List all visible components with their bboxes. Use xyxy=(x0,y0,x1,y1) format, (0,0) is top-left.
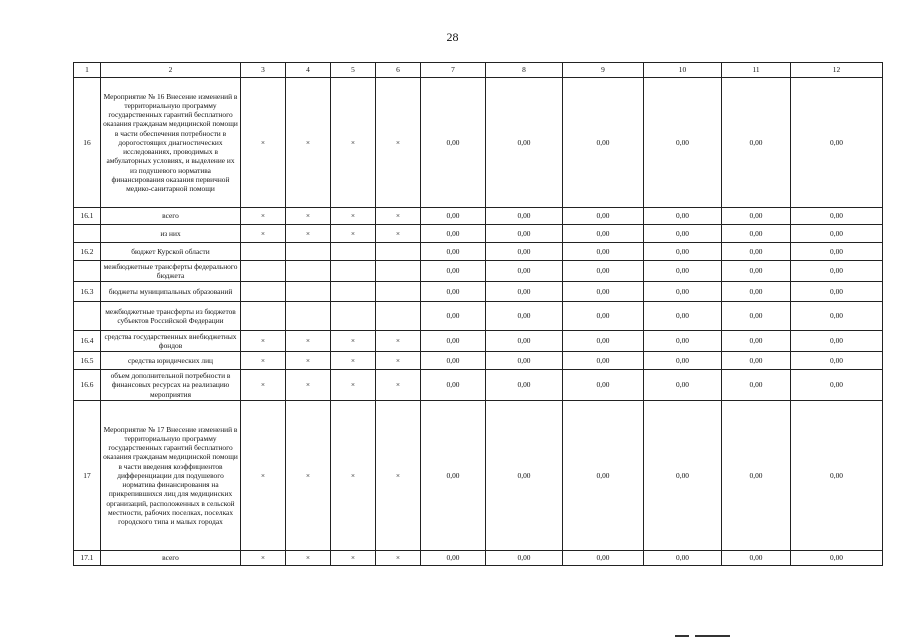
cell-marker xyxy=(331,243,376,261)
cell-value: 0,00 xyxy=(791,261,883,282)
cell-value: 0,00 xyxy=(791,208,883,225)
cell-marker xyxy=(241,261,286,282)
cell-value: 0,00 xyxy=(563,261,644,282)
row-description: всего xyxy=(101,551,241,566)
row-number: 16.1 xyxy=(74,208,101,225)
cell-marker: × xyxy=(241,78,286,208)
cell-marker: × xyxy=(376,225,421,243)
row-number: 16.2 xyxy=(74,243,101,261)
cell-marker: × xyxy=(286,331,331,352)
cell-value: 0,00 xyxy=(722,401,791,551)
cell-value: 0,00 xyxy=(644,282,722,302)
row-description: из них xyxy=(101,225,241,243)
cell-value: 0,00 xyxy=(563,208,644,225)
row-number: 17.1 xyxy=(74,551,101,566)
cell-value: 0,00 xyxy=(486,261,563,282)
cell-value: 0,00 xyxy=(722,352,791,370)
cell-value: 0,00 xyxy=(421,208,486,225)
cell-marker: × xyxy=(376,331,421,352)
cell-marker: × xyxy=(241,208,286,225)
cell-marker xyxy=(376,261,421,282)
financing-table xyxy=(73,62,883,566)
cell-marker: × xyxy=(241,551,286,566)
cell-value: 0,00 xyxy=(722,261,791,282)
row-number: 17 xyxy=(74,401,101,551)
cell-marker: × xyxy=(286,208,331,225)
cell-marker: × xyxy=(241,352,286,370)
cell-value: 0,00 xyxy=(644,370,722,401)
cell-marker: × xyxy=(241,331,286,352)
cell-value: 0,00 xyxy=(644,302,722,331)
cell-marker xyxy=(331,282,376,302)
table-row xyxy=(74,282,883,302)
cell-marker: × xyxy=(376,370,421,401)
cell-marker xyxy=(286,243,331,261)
cell-marker: × xyxy=(331,352,376,370)
cell-value: 0,00 xyxy=(644,261,722,282)
cell-value: 0,00 xyxy=(421,551,486,566)
cell-value: 0,00 xyxy=(421,78,486,208)
cell-marker: × xyxy=(331,551,376,566)
cell-value: 0,00 xyxy=(486,331,563,352)
cell-value: 0,00 xyxy=(486,302,563,331)
header-row xyxy=(74,63,883,78)
cell-value: 0,00 xyxy=(791,78,883,208)
table-row xyxy=(74,551,883,566)
row-number: 16.6 xyxy=(74,370,101,401)
cell-value: 0,00 xyxy=(563,352,644,370)
cell-marker: × xyxy=(376,352,421,370)
cell-value: 0,00 xyxy=(644,78,722,208)
cell-value: 0,00 xyxy=(486,243,563,261)
cell-marker: × xyxy=(241,225,286,243)
cell-marker xyxy=(286,261,331,282)
cell-value: 0,00 xyxy=(791,282,883,302)
column-header: 1 xyxy=(74,63,101,78)
cell-value: 0,00 xyxy=(791,331,883,352)
cell-value: 0,00 xyxy=(421,370,486,401)
row-description: средства государственных внебюджетных фондов xyxy=(101,331,241,352)
cell-marker: × xyxy=(331,370,376,401)
cell-value: 0,00 xyxy=(421,243,486,261)
cell-value: 0,00 xyxy=(486,282,563,302)
cell-marker: × xyxy=(286,401,331,551)
column-header: 12 xyxy=(791,63,883,78)
cell-marker: × xyxy=(331,225,376,243)
cell-marker: × xyxy=(376,551,421,566)
table-row xyxy=(74,370,883,401)
cell-value: 0,00 xyxy=(791,302,883,331)
cell-marker: × xyxy=(376,78,421,208)
cell-value: 0,00 xyxy=(722,302,791,331)
cell-value: 0,00 xyxy=(421,225,486,243)
row-description: бюджет Курской области xyxy=(101,243,241,261)
row-description: межбюджетные трансферты федерального бюджета xyxy=(101,261,241,282)
table-row xyxy=(74,208,883,225)
column-header: 3 xyxy=(241,63,286,78)
cell-marker: × xyxy=(286,78,331,208)
row-description: объем дополнительной потребности в финансовых ресурсах на реализацию мероприятия xyxy=(101,370,241,401)
row-number xyxy=(74,225,101,243)
table-row xyxy=(74,352,883,370)
cell-value: 0,00 xyxy=(563,401,644,551)
cell-marker: × xyxy=(376,401,421,551)
row-number xyxy=(74,302,101,331)
cell-value: 0,00 xyxy=(644,352,722,370)
cell-marker: × xyxy=(241,370,286,401)
row-number: 16.3 xyxy=(74,282,101,302)
cell-marker xyxy=(331,261,376,282)
row-number: 16.5 xyxy=(74,352,101,370)
table-row xyxy=(74,401,883,551)
row-description: Мероприятие № 17 Внесение изменений в территориальную программу государственных гарантий бесплатного оказания гражданам медицинской помощи в части введения коэффициентов дифференциации для подушевого норматива финансирования на прикрепившихся лиц для медицинских организаций, расположенных в сельской местности, рабочих поселках, поселках городского типа и малых городах xyxy=(101,401,241,551)
cell-value: 0,00 xyxy=(563,302,644,331)
cell-marker xyxy=(376,282,421,302)
cell-value: 0,00 xyxy=(722,225,791,243)
column-header: 6 xyxy=(376,63,421,78)
cell-value: 0,00 xyxy=(644,401,722,551)
scan-artifact xyxy=(675,635,689,637)
cell-marker xyxy=(241,282,286,302)
row-description: средства юридических лиц xyxy=(101,352,241,370)
cell-marker: × xyxy=(331,401,376,551)
cell-marker: × xyxy=(331,331,376,352)
cell-value: 0,00 xyxy=(722,282,791,302)
cell-value: 0,00 xyxy=(722,551,791,566)
cell-marker: × xyxy=(286,370,331,401)
cell-marker: × xyxy=(286,551,331,566)
cell-value: 0,00 xyxy=(563,331,644,352)
cell-value: 0,00 xyxy=(563,243,644,261)
column-header: 8 xyxy=(486,63,563,78)
column-header: 9 xyxy=(563,63,644,78)
row-description: бюджеты муниципальных образований xyxy=(101,282,241,302)
cell-marker xyxy=(376,302,421,331)
cell-value: 0,00 xyxy=(791,401,883,551)
cell-value: 0,00 xyxy=(644,225,722,243)
table-row xyxy=(74,261,883,282)
cell-value: 0,00 xyxy=(421,331,486,352)
cell-marker: × xyxy=(331,78,376,208)
column-header: 11 xyxy=(722,63,791,78)
cell-value: 0,00 xyxy=(722,370,791,401)
cell-value: 0,00 xyxy=(791,243,883,261)
cell-marker xyxy=(376,243,421,261)
scan-artifact xyxy=(695,635,730,637)
cell-value: 0,00 xyxy=(791,352,883,370)
cell-value: 0,00 xyxy=(791,225,883,243)
cell-value: 0,00 xyxy=(563,225,644,243)
cell-marker xyxy=(241,302,286,331)
cell-value: 0,00 xyxy=(791,370,883,401)
column-header: 7 xyxy=(421,63,486,78)
column-header: 5 xyxy=(331,63,376,78)
cell-value: 0,00 xyxy=(486,352,563,370)
table-row xyxy=(74,302,883,331)
cell-value: 0,00 xyxy=(486,551,563,566)
cell-value: 0,00 xyxy=(486,78,563,208)
table-row xyxy=(74,78,883,208)
cell-value: 0,00 xyxy=(722,243,791,261)
cell-value: 0,00 xyxy=(421,302,486,331)
cell-value: 0,00 xyxy=(644,551,722,566)
row-description: межбюджетные трансферты из бюджетов субъектов Российской Федерации xyxy=(101,302,241,331)
cell-value: 0,00 xyxy=(644,331,722,352)
page-number: 28 xyxy=(446,30,459,44)
cell-value: 0,00 xyxy=(421,261,486,282)
cell-value: 0,00 xyxy=(563,78,644,208)
cell-value: 0,00 xyxy=(421,352,486,370)
cell-marker xyxy=(331,302,376,331)
cell-value: 0,00 xyxy=(722,331,791,352)
row-description: Мероприятие № 16 Внесение изменений в территориальную программу государственных гарантий бесплатного оказания гражданам медицинской помощи в части обеспечения потребности в дорогостоящих диагностических исследованиях, проводимых в амбулаторных условиях, и выделение их из подушевого норматива финансирования оказания первичной медико-санитарной помощи xyxy=(101,78,241,208)
cell-value: 0,00 xyxy=(486,401,563,551)
table-row xyxy=(74,243,883,261)
cell-value: 0,00 xyxy=(486,208,563,225)
cell-value: 0,00 xyxy=(644,208,722,225)
table-row xyxy=(74,225,883,243)
table-row xyxy=(74,331,883,352)
cell-value: 0,00 xyxy=(421,401,486,551)
cell-marker xyxy=(286,282,331,302)
cell-value: 0,00 xyxy=(563,370,644,401)
cell-marker xyxy=(286,302,331,331)
cell-value: 0,00 xyxy=(722,208,791,225)
cell-marker: × xyxy=(286,225,331,243)
column-header: 4 xyxy=(286,63,331,78)
cell-marker: × xyxy=(331,208,376,225)
cell-value: 0,00 xyxy=(791,551,883,566)
cell-value: 0,00 xyxy=(421,282,486,302)
cell-marker: × xyxy=(286,352,331,370)
row-description: всего xyxy=(101,208,241,225)
cell-value: 0,00 xyxy=(486,225,563,243)
column-header: 10 xyxy=(644,63,722,78)
cell-value: 0,00 xyxy=(563,282,644,302)
row-number: 16 xyxy=(74,78,101,208)
row-number xyxy=(74,261,101,282)
cell-value: 0,00 xyxy=(644,243,722,261)
cell-value: 0,00 xyxy=(722,78,791,208)
cell-marker: × xyxy=(376,208,421,225)
cell-marker xyxy=(241,243,286,261)
column-header: 2 xyxy=(101,63,241,78)
cell-marker: × xyxy=(241,401,286,551)
row-number: 16.4 xyxy=(74,331,101,352)
cell-value: 0,00 xyxy=(563,551,644,566)
cell-value: 0,00 xyxy=(486,370,563,401)
